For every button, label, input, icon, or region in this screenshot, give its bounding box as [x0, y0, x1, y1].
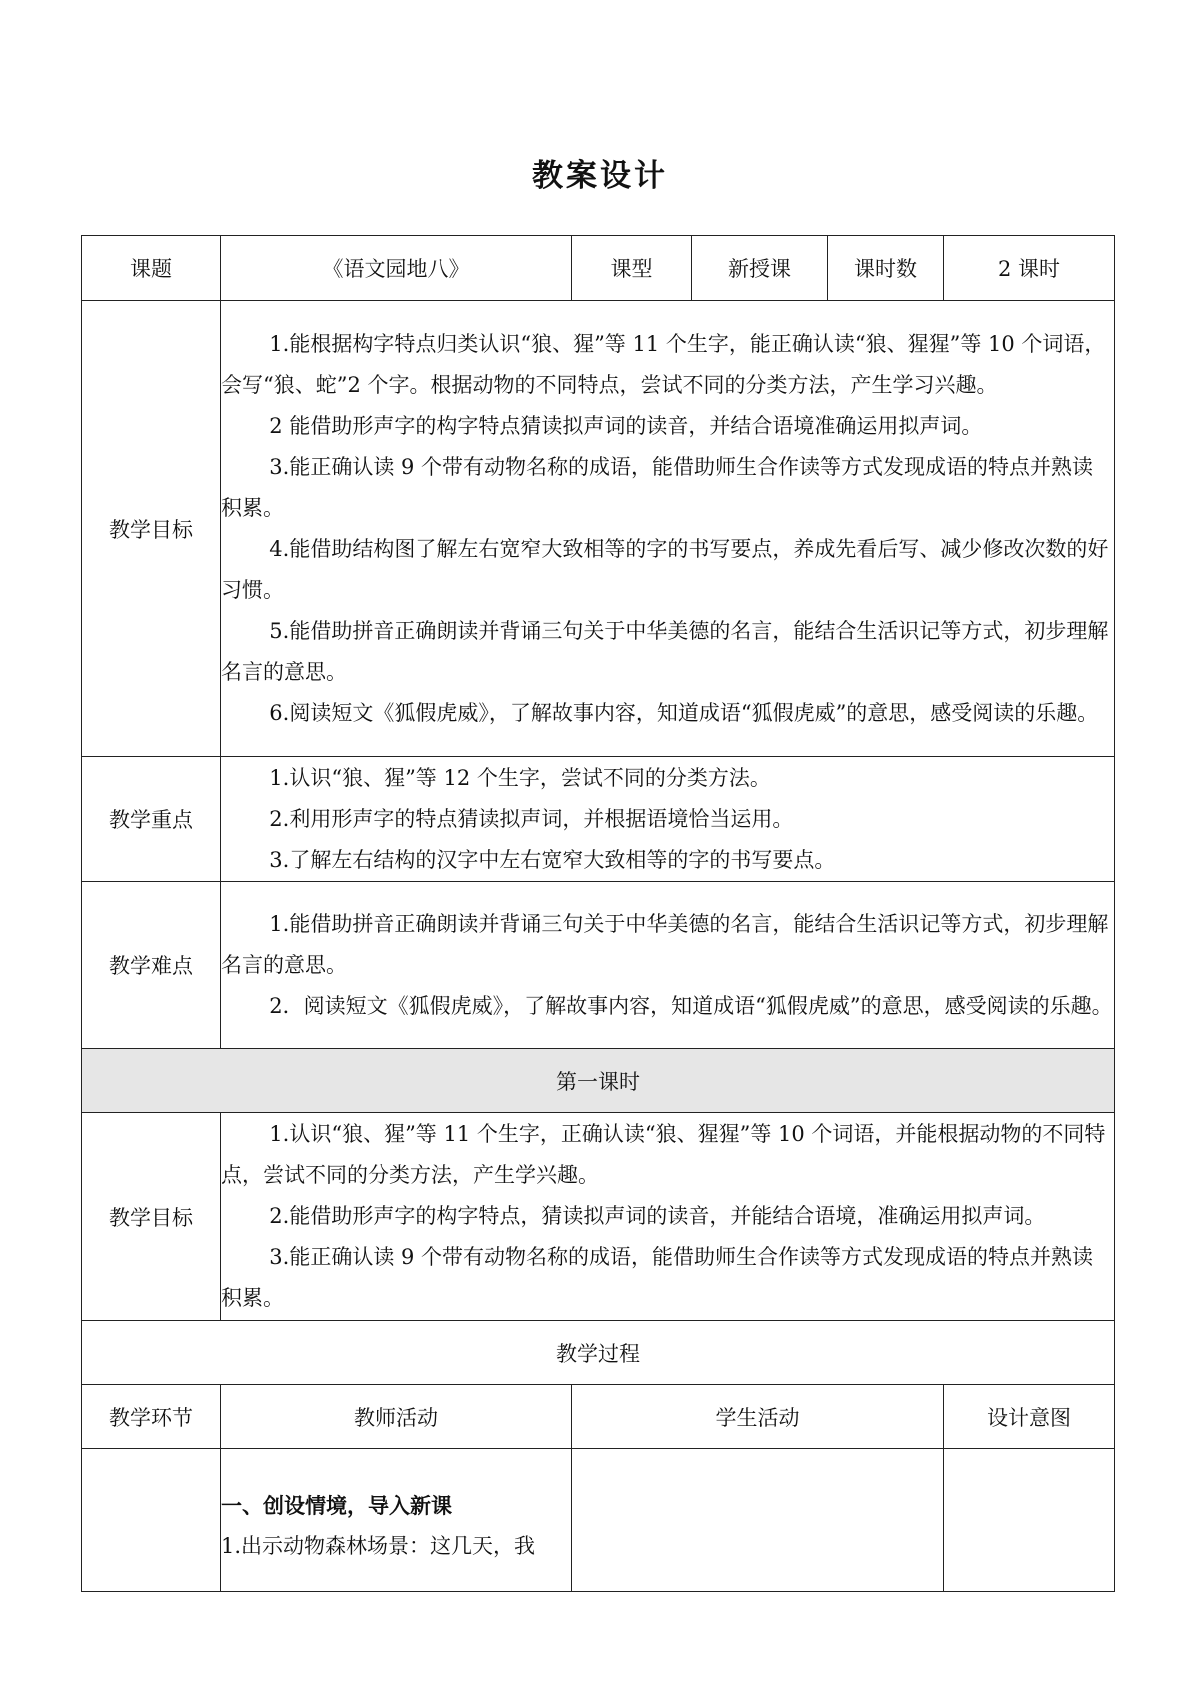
goal-item: 1.能根据构字特点归类认识“狼、猩”等 11 个生字，能正确认读“狼、猩猩”等 10 个词语， 会写“狼、蛇”2 个字。根据动物的不同特点，尝试不同的分类方法，产生学习兴趣。 — [221, 331, 1106, 397]
type-value: 新授课 — [692, 236, 828, 301]
goals-label: 教学目标 — [82, 301, 221, 757]
col-student-header: 学生活动 — [572, 1385, 944, 1449]
goal-item: 3.能正确认读 9 个带有动物名称的成语，能借助师生合作读等方式发现成语的特点并熟读积累。 — [221, 454, 1094, 520]
goals-row — [82, 301, 1115, 757]
teacher-activity-text: 1.出示动物森林场景：这几天，我 — [221, 1534, 536, 1558]
col-intent-header: 设计意图 — [944, 1385, 1115, 1449]
col-teacher-header: 教师活动 — [221, 1385, 572, 1449]
lesson1-goal-item: 2.能借助形声字的构字特点，猜读拟声词的读音，并能结合语境，准确运用拟声词。 — [269, 1204, 1046, 1228]
goal-item: 2 能借助形声字的构字特点猜读拟声词的读音，并结合语境准确运用拟声词。 — [269, 413, 983, 438]
process-title: 教学过程 — [82, 1321, 1115, 1385]
key-point-item: 1.认识“狼、猩”等 12 个生字，尝试不同的分类方法。 — [269, 765, 771, 790]
section-heading: 一、创设情境，导入新课 — [221, 1493, 452, 1518]
topic-value: 《语文园地八》 — [221, 236, 572, 301]
hours-value: 2 课时 — [944, 236, 1115, 301]
key-point-item: 3.了解左右结构的汉字中左右宽窄大致相等的字的书写要点。 — [269, 847, 836, 872]
lesson1-title-row — [82, 1049, 1115, 1113]
student-activity-cell — [572, 1449, 944, 1592]
lesson1-goals-label: 教学目标 — [82, 1113, 221, 1321]
goal-item: 5.能借助拼音正确朗读并背诵三句关于中华美德的名言，能结合生活识记等方式，初步理解名言的意思。 — [221, 618, 1109, 684]
difficulty-item: 1.能借助拼音正确朗读并背诵三句关于中华美德的名言，能结合生活识记等方式，初步理解名言的意思。 — [221, 911, 1109, 977]
teacher-activity-cell — [221, 1449, 572, 1592]
difficulties-label: 教学难点 — [82, 882, 221, 1049]
lesson1-goal-item: 1.认识“狼、猩”等 11 个生字，正确认读“狼、猩猩”等 10 个词语，并能根据动物的不同特点，尝试不同的分类方法，产生学兴趣。 — [221, 1122, 1106, 1187]
hours-label: 课时数 — [828, 236, 944, 301]
col-stage-header: 教学环节 — [82, 1385, 221, 1449]
lesson1-goals-content — [221, 1113, 1115, 1321]
key-points-content — [221, 757, 1115, 882]
goal-item: 4.能借助结构图了解左右宽窄大致相等的字的书写要点，养成先看后写、减少修改次数的好习惯。 — [221, 536, 1109, 602]
difficulties-content — [221, 882, 1115, 1049]
process-header-row — [82, 1385, 1115, 1449]
lesson1-goal-item: 3.能正确认读 9 个带有动物名称的成语，能借助师生合作读等方式发现成语的特点并熟读积累。 — [221, 1245, 1094, 1310]
difficulties-row — [82, 882, 1115, 1049]
process-row — [82, 1449, 1115, 1592]
lesson1-title: 第一课时 — [82, 1049, 1115, 1113]
topic-label: 课题 — [82, 236, 221, 301]
header-row — [82, 236, 1115, 301]
key-points-row — [82, 757, 1115, 882]
key-points-label: 教学重点 — [82, 757, 221, 882]
lesson-plan-table — [81, 235, 1115, 1592]
process-title-row — [82, 1321, 1115, 1385]
lesson1-goals-row — [82, 1113, 1115, 1321]
type-label: 课型 — [572, 236, 692, 301]
goal-item: 6.阅读短文《狐假虎威》，了解故事内容，知道成语“狐假虎威”的意思，感受阅读的乐趣。 — [269, 700, 1099, 725]
document-title: 教案设计 — [532, 158, 668, 194]
stage-cell — [82, 1449, 221, 1592]
key-point-item: 2.利用形声字的特点猜读拟声词，并根据语境恰当运用。 — [269, 806, 794, 831]
goals-content — [221, 301, 1115, 757]
difficulty-item: 2．阅读短文《狐假虎威》，了解故事内容，知道成语“狐假虎威”的意思，感受阅读的乐趣。 — [269, 993, 1113, 1018]
design-intent-cell — [944, 1449, 1115, 1592]
